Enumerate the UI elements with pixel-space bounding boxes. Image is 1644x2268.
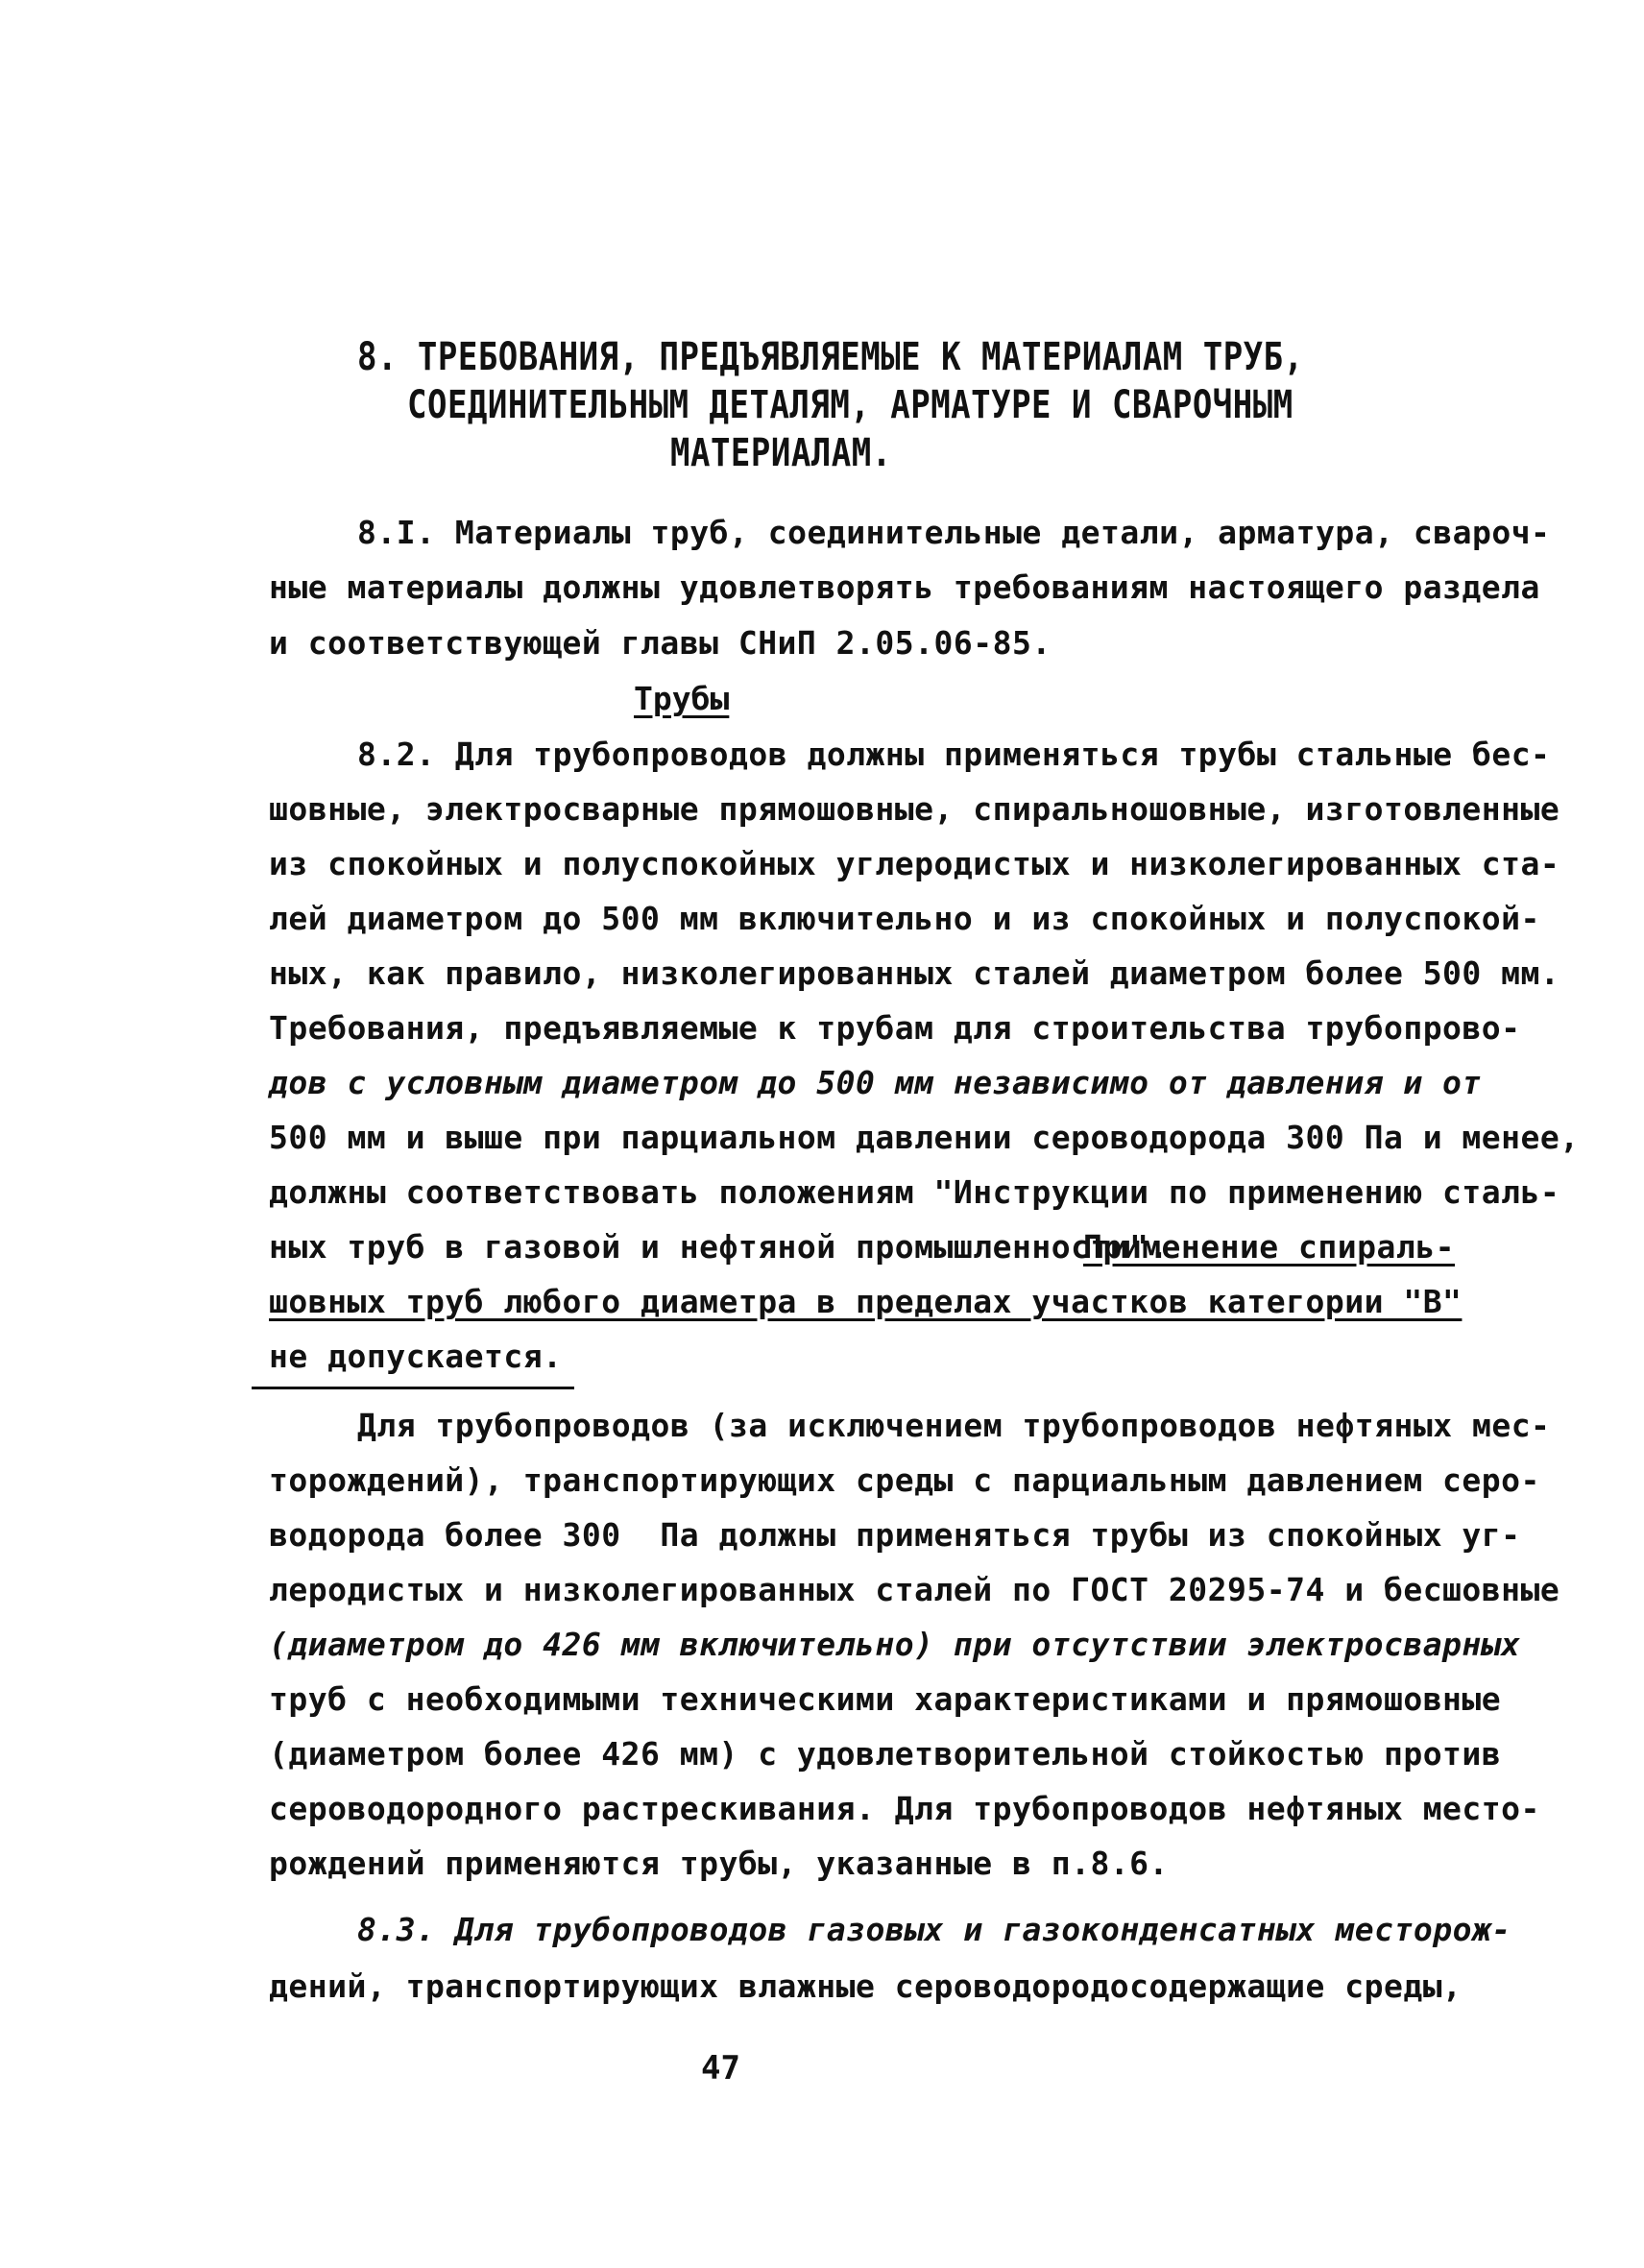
p82-line-11: шовных труб любого диаметра в пределах участков категории "В" [269, 1283, 1463, 1320]
p82-line-6: Требования, предъявляемые к трубам для строительства трубопрово- [269, 1009, 1521, 1047]
p81-line-1: 8.I. Материалы труб, соединительные детали, арматура, свароч- [357, 514, 1551, 551]
p82-line-1: 8.2. Для трубопроводов должны применяться трубы стальные бес- [357, 736, 1551, 773]
p82b-line-2: торождений), транспортирующих среды с парциальным давлением серо- [269, 1461, 1540, 1499]
p81-line-2: ные материалы должны удовлетворять требованиям настоящего раздела [269, 568, 1540, 606]
p81-line-3: и соответствующей главы СНиП 2.05.06-85. [269, 624, 1052, 662]
p82-line-2: шовные, электросварные прямошовные, спиральношовные, изготовленные [269, 790, 1560, 828]
p82b-line-4: леродистых и низколегированных сталей по ГОСТ 20295-74 и бесшовные [269, 1571, 1560, 1608]
p82-line-4: лей диаметром до 500 мм включительно и из спокойных и полуспокой- [269, 900, 1540, 937]
p82b-line-8: сероводородного растрескивания. Для трубопроводов нефтяных место- [269, 1790, 1540, 1827]
p82b-line-5: (диаметром до 426 мм включительно) при отсутствии электросварных [269, 1626, 1521, 1663]
underline-rule [252, 1387, 574, 1389]
section-heading-line-2: СОЕДИНИТЕЛЬНЫМ ДЕТАЛЯМ, АРМАТУРЕ И СВАРОЧНЫМ [407, 382, 1293, 428]
p82-line-12: не допускается. [269, 1338, 563, 1375]
p82b-line-7: (диаметром более 426 мм) с удовлетворительной стойкостью против [269, 1735, 1502, 1773]
p82b-line-6: труб с необходимыми техническими характеристиками и прямошовные [269, 1680, 1502, 1718]
p82-line-8: 500 мм и выше при парциальном давлении сероводорода 300 Па и менее, [269, 1119, 1580, 1156]
p82b-line-9: рождений применяются трубы, указанные в п.8.6. [269, 1845, 1169, 1882]
section-heading-line-1: 8. ТРЕБОВАНИЯ, ПРЕДЪЯВЛЯЕМЫЕ К МАТЕРИАЛАМ ТРУБ, [357, 334, 1304, 380]
p82-line-7: дов с условным диаметром до 500 мм независимо от давления и от [269, 1064, 1482, 1101]
p82b-line-1: Для трубопроводов (за исключением трубопроводов нефтяных мес- [357, 1407, 1551, 1444]
p82-line-3: из спокойных и полуспокойных углеродистых и низколегированных ста- [269, 845, 1560, 882]
p82-line-9: должны соответствовать положениям "Инструкции по применению сталь- [269, 1173, 1560, 1211]
page-number: 47 [701, 2049, 740, 2087]
subheading-pipes: Трубы [634, 680, 730, 717]
p83-line-1: 8.3. Для трубопроводов газовых и газоконденсатных месторож- [357, 1911, 1511, 1948]
p82b-line-3: водорода более 300 Па должны применяться трубы из спокойных уг- [269, 1516, 1521, 1554]
p82-underlined-start: Применение спираль- [1083, 1228, 1455, 1266]
p82-line-10: ных труб в газовой и нефтяной промышленности". [269, 1228, 1169, 1266]
section-heading-line-3: МАТЕРИАЛАМ. [670, 430, 892, 476]
p82-line-5: ных, как правило, низколегированных сталей диаметром более 500 мм. [269, 954, 1560, 992]
p83-line-2: дений, транспортирующих влажные сероводородосодержащие среды, [269, 1967, 1463, 2005]
